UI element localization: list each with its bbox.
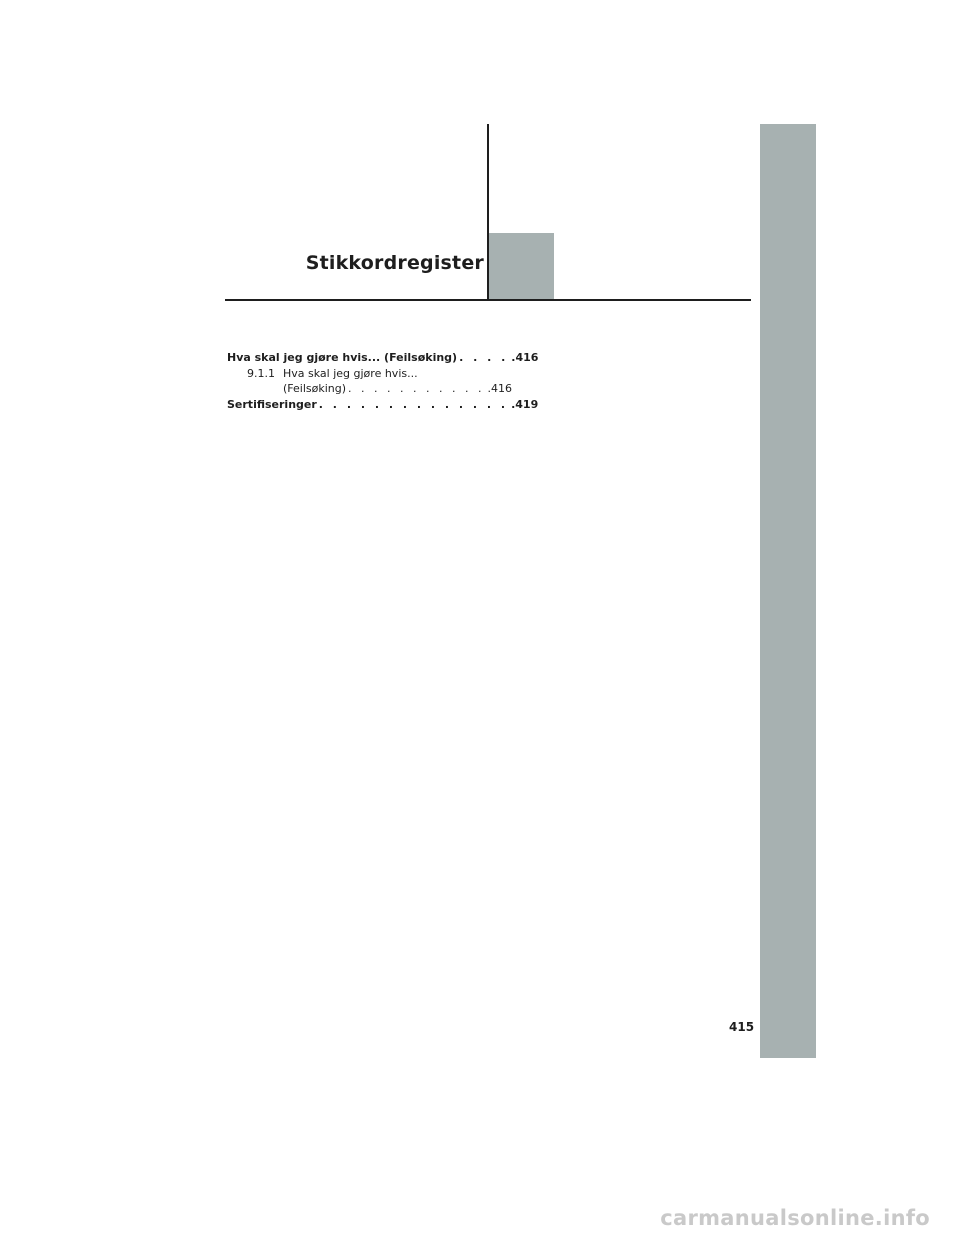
header-rule (225, 299, 751, 301)
toc-leader-dots: . . . . (459, 351, 509, 364)
toc-page: .416 (487, 382, 512, 395)
toc-number: 9.1.1 (247, 366, 275, 380)
toc-leader-dots: . . . . . . . . . . . . . . (318, 397, 509, 411)
toc-leader-dots: . . . . . . . . . . . (348, 382, 485, 395)
toc-label: Sertifiseringer (227, 397, 317, 411)
toc-label: (Feilsøking) (283, 382, 347, 395)
toc-subentry-troubleshooting[interactable] (227, 366, 467, 382)
page-number: 415 (729, 1020, 755, 1034)
side-tab (760, 124, 816, 1058)
toc-entry-certifications[interactable] (227, 397, 539, 413)
chapter-block (489, 233, 554, 300)
watermark: carmanualsonline.info (660, 1206, 930, 1230)
toc-page: .419 (511, 397, 539, 411)
toc-page: .416 (511, 351, 539, 364)
toc-entry-troubleshooting[interactable] (227, 350, 539, 366)
table-of-contents (227, 350, 539, 412)
section-title: Stikkordregister (305, 252, 484, 274)
toc-subentry-continuation[interactable] (227, 381, 512, 397)
toc-label: Hva skal jeg gjøre hvis... (283, 366, 418, 380)
toc-label: Hva skal jeg gjøre hvis... (Feilsøking) (227, 351, 458, 364)
